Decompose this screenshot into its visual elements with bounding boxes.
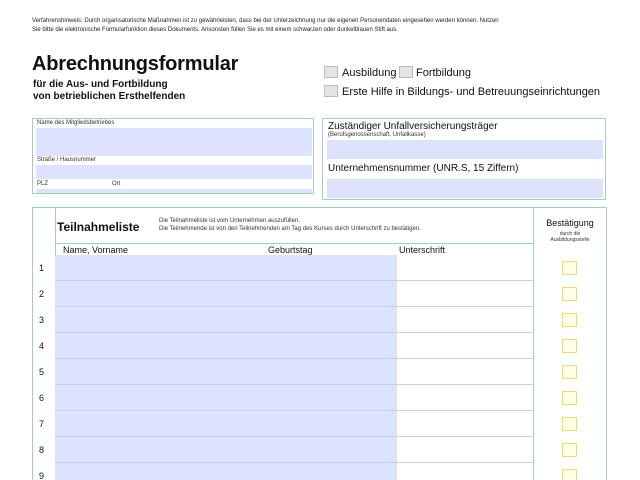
training-type-options <box>322 64 622 104</box>
confirmation-heading: Bestätigung <box>546 218 594 228</box>
table-row <box>33 437 606 463</box>
column-name-header: Name, Vorname <box>63 245 129 255</box>
procedure-notice <box>32 17 592 35</box>
insurer-field[interactable] <box>327 140 603 159</box>
confirmation-checkbox[interactable] <box>562 339 577 353</box>
birthday-input[interactable] <box>267 385 397 410</box>
birthday-input[interactable] <box>267 255 397 280</box>
table-row <box>33 463 606 480</box>
list-note <box>159 217 421 233</box>
list-note-line-1: Die Teilnahmeliste ist vom Unternehmen auszufüllen. <box>159 218 300 224</box>
table-row <box>33 359 606 385</box>
list-title: Teilnahmeliste <box>57 220 140 234</box>
plz-label: PLZ <box>37 181 49 187</box>
confirmation-sub-line-1: durch die <box>559 231 581 237</box>
name-input[interactable] <box>55 307 267 332</box>
confirmation-checkbox[interactable] <box>562 443 577 457</box>
table-row <box>33 411 606 437</box>
confirmation-checkbox[interactable] <box>562 313 577 327</box>
ausbildung-checkbox[interactable] <box>324 66 338 78</box>
birthday-input[interactable] <box>267 463 397 480</box>
notice-line-1: Verfahrenshinweis: Durch organisatorische Maßnahmen ist zu gewährleisten, dass bei der Unterzeichnung nur die eigenen Personendaten eingesehen werden können. Nutzen <box>32 18 499 24</box>
member-company-panel <box>32 118 314 194</box>
birthday-input[interactable] <box>267 307 397 332</box>
insurer-panel <box>322 118 606 200</box>
table-row <box>33 385 606 411</box>
fortbildung-label: Fortbildung <box>416 67 472 79</box>
subtitle-line-1: für die Aus- und Fortbildung <box>33 79 168 90</box>
name-input[interactable] <box>55 385 267 410</box>
table-row <box>33 281 606 307</box>
ausbildung-label: Ausbildung <box>342 67 397 79</box>
signature-field[interactable] <box>397 255 533 280</box>
name-input[interactable] <box>55 333 267 358</box>
row-number: 7 <box>39 419 45 429</box>
signature-field[interactable] <box>397 385 533 410</box>
company-name-label: Name des Mitgliedsbetriebes <box>37 120 115 126</box>
street-field[interactable] <box>36 165 312 179</box>
signature-field[interactable] <box>397 437 533 462</box>
erste-hilfe-checkbox[interactable] <box>324 85 338 97</box>
signature-field[interactable] <box>397 359 533 384</box>
signature-field[interactable] <box>397 281 533 306</box>
birthday-input[interactable] <box>267 281 397 306</box>
name-input[interactable] <box>55 463 267 480</box>
erste-hilfe-label: Erste Hilfe in Bildungs- und Betreuungseinrichtungen <box>342 86 601 98</box>
plz-ort-field[interactable] <box>36 189 312 193</box>
insurer-sub: (Berufsgenossenschaft, Unfallkasse) <box>328 132 426 138</box>
name-input[interactable] <box>55 281 267 306</box>
confirmation-subheading <box>535 231 605 243</box>
confirmation-checkbox[interactable] <box>562 261 577 275</box>
confirmation-checkbox[interactable] <box>562 469 577 480</box>
birthday-input[interactable] <box>267 411 397 436</box>
name-input[interactable] <box>55 359 267 384</box>
row-number: 8 <box>39 445 45 455</box>
fortbildung-checkbox[interactable] <box>399 66 413 78</box>
name-input[interactable] <box>55 437 267 462</box>
confirmation-sub-line-2: Ausbildungsstelle <box>550 237 590 243</box>
ort-label: Ort <box>112 181 121 187</box>
birthday-input[interactable] <box>267 437 397 462</box>
column-signature-header: Unterschrift <box>399 245 446 255</box>
signature-field[interactable] <box>397 411 533 436</box>
header-divider <box>55 243 533 244</box>
table-row <box>33 255 606 281</box>
street-label: Straße / Hausnummer <box>37 157 97 163</box>
participant-list-panel <box>32 207 607 480</box>
notice-line-2: Sie bitte die elektronische Formularfunktion dieses Dokuments. Ansonsten füllen Sie es mit einem schwarzen oder dunkelblauen Stift aus. <box>32 27 398 33</box>
confirmation-checkbox[interactable] <box>562 391 577 405</box>
list-note-line-2: Die Teilnehmende ist von den Teilnehmenden am Tag des Kurses durch Unterschrift zu bestätigen. <box>159 226 421 232</box>
insurer-title: Zuständiger Unfallversicherungsträger <box>328 121 498 132</box>
signature-field[interactable] <box>397 307 533 332</box>
confirmation-checkbox[interactable] <box>562 365 577 379</box>
row-number: 6 <box>39 393 45 403</box>
name-input[interactable] <box>55 411 267 436</box>
name-input[interactable] <box>55 255 267 280</box>
row-number: 9 <box>39 471 45 480</box>
birthday-input[interactable] <box>267 359 397 384</box>
confirmation-checkbox[interactable] <box>562 287 577 301</box>
signature-field[interactable] <box>397 333 533 358</box>
form-title: Abrechnungsformular <box>32 53 239 75</box>
row-number: 2 <box>39 289 45 299</box>
signature-field[interactable] <box>397 463 533 480</box>
row-number: 3 <box>39 315 45 325</box>
form-subtitle <box>33 79 185 103</box>
table-row <box>33 307 606 333</box>
birthday-input[interactable] <box>267 333 397 358</box>
subtitle-line-2: von betrieblichen Ersthelfenden <box>33 91 186 102</box>
table-row <box>33 333 606 359</box>
row-number: 4 <box>39 341 45 351</box>
confirmation-checkbox[interactable] <box>562 417 577 431</box>
company-name-field[interactable] <box>36 128 312 156</box>
row-number: 1 <box>39 263 45 273</box>
company-number-field[interactable] <box>327 179 603 198</box>
row-number: 5 <box>39 367 45 377</box>
company-number-label: Unternehmensnummer (UNR.S, 15 Ziffern) <box>328 163 519 174</box>
column-birthday-header: Geburtstag <box>268 245 313 255</box>
